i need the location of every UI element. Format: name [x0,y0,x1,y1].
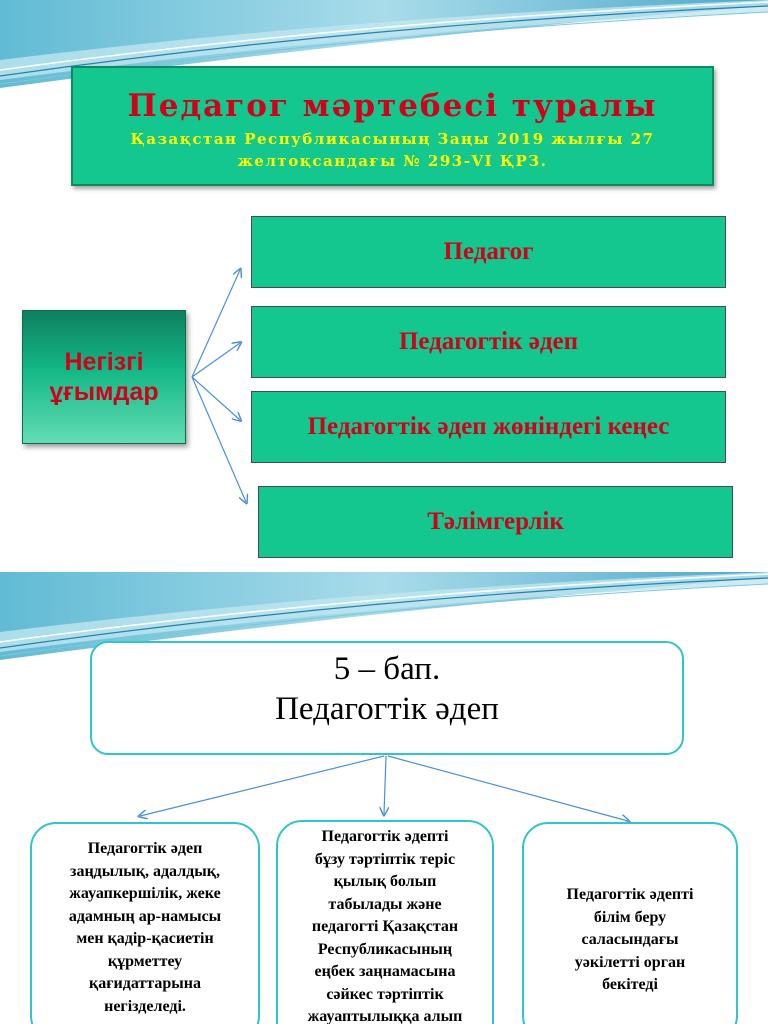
box-line: уәкілетті орган [574,953,686,971]
key-concepts-line-1: Негізгі [64,348,144,376]
arrow-to-term-1 [192,270,240,377]
slide-2 [0,572,768,1024]
page-title: Педагог мәртебесі туралы [127,88,658,124]
box-line: қағидаттарына [89,975,201,992]
article-title: Педагогтік әдеп [275,691,499,727]
law-reference-line-2: желтоқсандағы № 293-VI ҚРЗ. [237,152,548,170]
term-pedagogical-ethics [251,306,726,378]
box-line: Республикасының [317,940,453,958]
box-line: еңбек заңнамасына [314,963,456,980]
box-line: құрметтеу [107,952,183,970]
arrow-to-box-1 [140,756,384,816]
box-line: саласындағы [581,931,679,948]
box-line: заңдылық, адалдық, [70,862,220,880]
term-pedagog [251,216,726,288]
term-mentorship [258,486,733,558]
box-line: Педагогтік әдепті [566,886,694,903]
box-line: педагогті Қазақстан [311,918,459,935]
term-ethics-council [251,391,726,463]
ethics-principles-box [30,822,260,1024]
box-line: қылық болып [333,873,437,890]
arrow-to-term-4 [192,377,246,502]
arrow-to-box-3 [388,756,628,821]
arrow-to-term-3 [192,377,240,420]
box-line: жауапкершілік, жеке [69,885,221,902]
arrow-to-box-2 [384,756,386,814]
box-line: Педагогтік әдепті [321,828,449,845]
box-line: мен қадір-қасиетін [76,930,214,947]
box-line: білім беру [593,908,667,926]
article-number: 5 – бап. [333,651,441,687]
term-label: Педагогтік әдеп [398,328,579,355]
ethics-approval-box [522,822,738,1024]
box-line: бұзу тәртіптік теріс [314,850,456,868]
box-line: бекітеді [602,976,658,993]
law-reference-line-1: Қазақстан Республикасының Заңы 2019 жылғы 27 [130,130,655,148]
ethics-violation-box [276,820,494,1024]
box-line: негізделеді. [104,997,186,1015]
term-label: Педагог [443,238,534,265]
box-line: жауаптылыққа алып [307,1008,463,1024]
box-line: адамның ар-намысы [68,907,222,925]
box-line: сәйкес тәртіптік [326,985,444,1003]
term-label: Педагогтік әдеп жөніндегі кеңес [307,413,670,440]
box-line: Педагогтік әдеп [87,840,203,857]
term-label: Тәлімгерлік [427,508,564,535]
box-line: табылады және [328,895,442,913]
key-concepts-line-2: ұғымдар [49,378,159,406]
